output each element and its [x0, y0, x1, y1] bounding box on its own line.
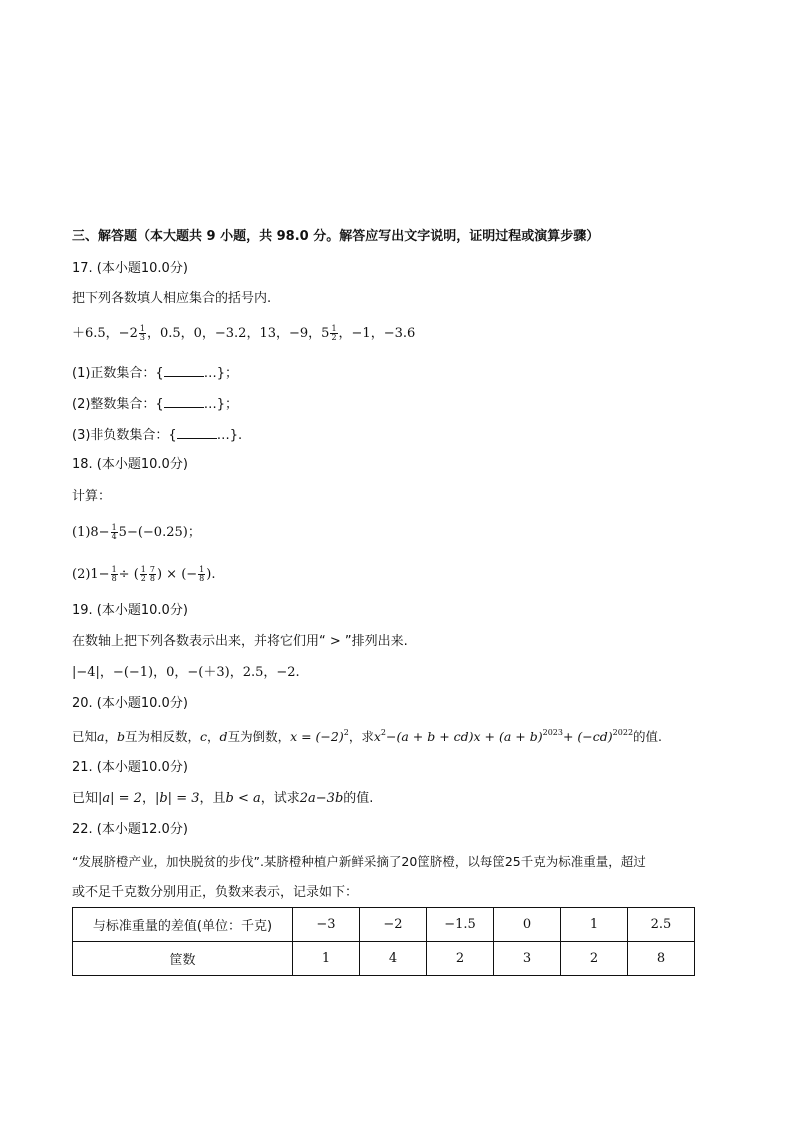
q20-text: 的值. [633, 729, 663, 744]
frac-num: 7 [149, 565, 155, 574]
q22-table [72, 907, 695, 976]
table-cell: 2 [561, 942, 628, 976]
q17-numbers-c: ，−1，−3.6 [338, 326, 416, 341]
table-cell: 2.5 [628, 908, 695, 942]
var-c: c [200, 729, 208, 744]
q17-part2 [72, 395, 238, 414]
q22-paragraph-line1: “发展脐橙产业，加快脱贫的步伐”.某脐橙种植户新鲜采摘了20筐脐橙，以每筐25千克为标准重量，超过 [72, 854, 646, 869]
q18-expr1-b: 5−(−0.25)； [118, 525, 201, 540]
q17-numbers [72, 325, 415, 343]
q20-x-equation: x = (−2) [290, 729, 344, 744]
q17-numbers-a: ＋6.5，−2 [72, 326, 138, 341]
section-header: 三、解答题（本大题共 9 小题，共 98.0 分。解答应写出文字说明，证明过程或演算步骤） [72, 229, 600, 244]
table-cell: −1.5 [427, 908, 494, 942]
table-cell: 2 [427, 942, 494, 976]
table-cell: 3 [494, 942, 561, 976]
q17-part2-end: …}； [203, 397, 238, 412]
q21-expr: b < a [225, 791, 261, 806]
q21-text: ， [141, 791, 155, 806]
answer-blank[interactable] [177, 426, 217, 439]
frac-den: 8 [149, 574, 155, 583]
frac-num: 1 [111, 565, 117, 574]
q18-expr1 [72, 524, 201, 542]
frac-num: 1 [331, 324, 337, 333]
var-d: d [219, 729, 228, 744]
frac-den: 2 [140, 574, 146, 583]
q19-numbers: |−4|，−(−1)，0，−(＋3)，2.5，−2. [72, 665, 300, 680]
q18-expr2-d: ). [206, 567, 216, 582]
q20-text: ， [104, 729, 117, 744]
table-header-cell: 筐数 [73, 942, 293, 976]
q17-fraction-2 [330, 325, 337, 342]
q17-part1 [72, 364, 238, 383]
frac-den: 3 [139, 333, 145, 342]
q17-part1-label: (1)正数集合：{ [72, 366, 164, 381]
q18-expr2-b: ÷ ( [118, 567, 139, 582]
answer-blank[interactable] [164, 364, 204, 377]
q20-text: 已知 [72, 729, 98, 744]
table-cell: 4 [360, 942, 427, 976]
q18-prompt: 计算： [72, 489, 112, 504]
table-cell: −2 [360, 908, 427, 942]
q17-title: 17. (本小题10.0分) [72, 261, 188, 276]
q22-title: 22. (本小题12.0分) [72, 822, 188, 837]
q20-text: ， [207, 729, 220, 744]
q21-text: 的值. [343, 791, 374, 806]
frac-num: 1 [139, 324, 145, 333]
q18-expr2-fraction-2 [140, 566, 147, 583]
frac-den: 4 [111, 532, 117, 541]
q20-text: ，求 [348, 729, 374, 744]
q21-text: ，试求 [260, 791, 300, 806]
q18-expr1-a: (1)8− [72, 525, 110, 540]
table-cell: 0 [494, 908, 561, 942]
q21-text: ，且 [199, 791, 226, 806]
q17-prompt: 把下列各数填人相应集合的括号内. [72, 291, 272, 306]
q17-fraction-1 [139, 325, 146, 342]
table-cell: 1 [561, 908, 628, 942]
q19-title: 19. (本小题10.0分) [72, 603, 188, 618]
q22-paragraph-line2: 或不足千克数分别用正，负数来表示，记录如下： [72, 885, 359, 900]
q18-title: 18. (本小题10.0分) [72, 457, 188, 472]
q17-numbers-b: ，0.5，0，−3.2，13，−9，5 [146, 326, 330, 341]
table-row [73, 908, 695, 942]
q20-expr: + (−cd) [562, 729, 613, 744]
q20-expr: x [373, 729, 381, 744]
table-row [73, 942, 695, 976]
q20-text: 互为倒数， [227, 729, 291, 744]
table-cell: −3 [293, 908, 360, 942]
q17-part2-label: (2)整数集合：{ [72, 397, 164, 412]
q20-expr: −(a + b + cd)x + (a + b) [386, 729, 543, 744]
q19-prompt: 在数轴上把下列各数表示出来，并将它们用“ > ”排列出来. [72, 634, 408, 649]
q21-expr: |b| = 3 [154, 791, 200, 806]
table-cell: 8 [628, 942, 695, 976]
frac-num: 1 [140, 565, 146, 574]
frac-den: 8 [111, 574, 117, 583]
answer-blank[interactable] [164, 395, 204, 408]
q18-expr2-a: (2)1− [72, 567, 110, 582]
var-b: b [116, 729, 125, 744]
q21-expr: |a| = 2 [98, 791, 142, 806]
q17-part3-end: …}. [216, 428, 243, 443]
exponent: 2023 [542, 728, 563, 737]
q18-expr2-fraction-1 [111, 566, 118, 583]
q17-part3 [72, 426, 242, 445]
q18-expr2 [72, 566, 215, 584]
q21-title: 21. (本小题10.0分) [72, 760, 188, 775]
frac-num: 1 [111, 523, 117, 532]
q21-body [72, 790, 373, 808]
q20-title: 20. (本小题10.0分) [72, 696, 188, 711]
q18-expr2-c: ) × (− [156, 567, 198, 582]
q17-part1-end: …}； [203, 366, 238, 381]
q21-text: 已知 [72, 791, 99, 806]
frac-num: 1 [199, 565, 205, 574]
table-cell: 1 [293, 942, 360, 976]
exponent: 2 [343, 728, 349, 737]
q18-expr1-fraction [111, 524, 118, 541]
table-header-cell: 与标准重量的差值(单位：千克) [73, 908, 293, 942]
q20-body [72, 728, 662, 746]
var-a: a [97, 729, 105, 744]
q20-text: 互为相反数， [125, 729, 201, 744]
frac-den: 2 [331, 333, 337, 342]
q21-expr: 2a−3b [299, 791, 344, 806]
frac-den: 8 [199, 574, 205, 583]
exponent: 2 [380, 728, 386, 737]
exponent: 2022 [612, 728, 634, 737]
q18-expr2-fraction-4 [198, 566, 205, 583]
q18-expr2-fraction-3 [149, 566, 156, 583]
q17-part3-label: (3)非负数集合：{ [72, 428, 177, 443]
